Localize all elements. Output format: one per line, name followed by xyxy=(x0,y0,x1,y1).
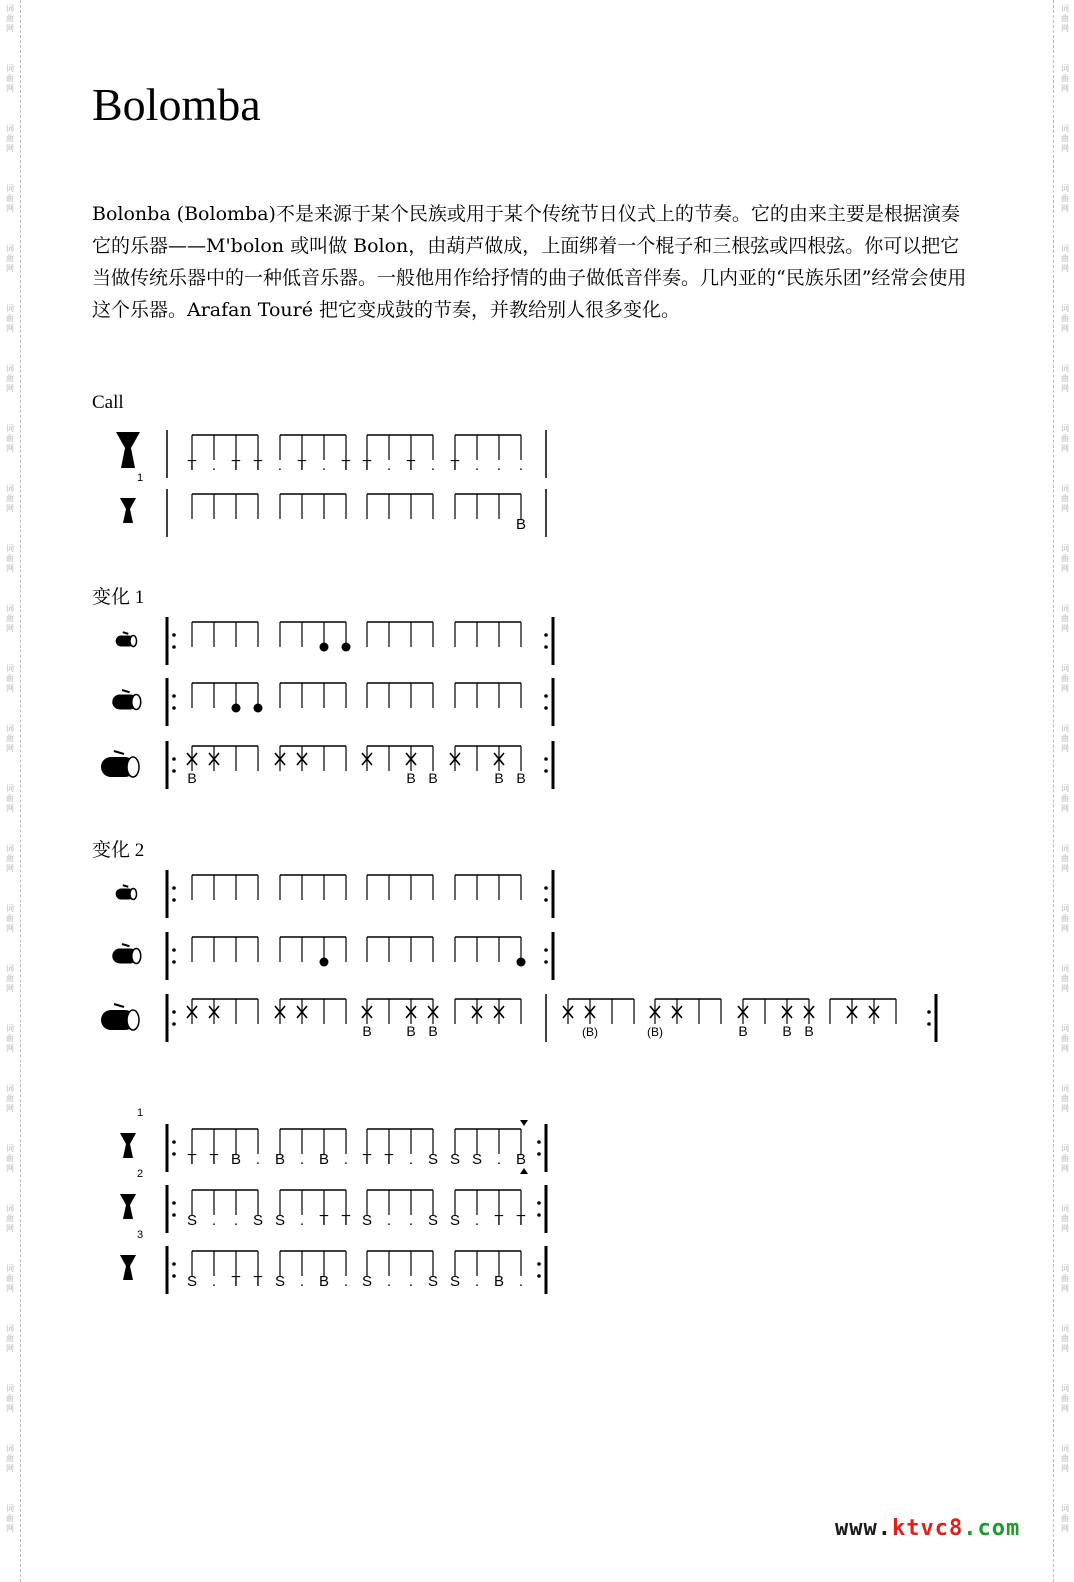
bell-label: B xyxy=(516,770,526,786)
repeat-dot xyxy=(544,960,548,964)
stroke-label: . xyxy=(474,1212,480,1229)
stroke-label: . xyxy=(299,1151,305,1168)
stroke-label: . xyxy=(386,1273,392,1290)
stroke-label: . xyxy=(211,457,217,474)
bell-label: B xyxy=(738,1023,748,1039)
drum-head xyxy=(130,889,137,900)
watermark-text: 词 曲 网 xyxy=(6,184,14,213)
stroke-label: T xyxy=(494,1212,504,1229)
accent-mark xyxy=(520,1120,528,1126)
drum-stick xyxy=(122,690,130,692)
part-number: 2 xyxy=(136,1168,144,1180)
drum-stick xyxy=(114,1004,124,1007)
bell-label: B xyxy=(406,1023,416,1039)
watermark-text: 词 曲 网 xyxy=(1061,124,1069,153)
stroke-label: S xyxy=(449,1273,461,1290)
watermark-text: 词 曲 网 xyxy=(1061,544,1069,573)
stroke-label: B xyxy=(318,1151,330,1168)
stroke-label: . xyxy=(211,1212,217,1229)
repeat-dot xyxy=(544,757,548,761)
watermark-text: 词 曲 网 xyxy=(6,904,14,933)
repeat-dot xyxy=(172,694,176,698)
stroke-label: B xyxy=(230,1151,242,1168)
part-number: 3 xyxy=(136,1229,144,1241)
repeat-dot xyxy=(172,1022,176,1026)
repeat-dot xyxy=(544,898,548,902)
repeat-dot xyxy=(544,769,548,773)
watermark-text: 词 曲 网 xyxy=(1061,1444,1069,1473)
stroke-label: . xyxy=(211,1273,217,1290)
repeat-dot xyxy=(172,1262,176,1266)
watermark-text: 词 曲 网 xyxy=(1061,1324,1069,1353)
repeat-dot xyxy=(172,769,176,773)
sangban-icon xyxy=(112,944,141,964)
repeat-dot xyxy=(172,1140,176,1144)
watermark-text: 词 曲 网 xyxy=(1061,844,1069,873)
djembe-shape xyxy=(120,1133,136,1158)
stroke-label: . xyxy=(518,457,524,474)
watermark-text: 词 曲 网 xyxy=(6,1084,14,1113)
bell-label: B xyxy=(428,1023,438,1039)
repeat-dot xyxy=(544,633,548,637)
part-number: 1 xyxy=(136,1107,144,1119)
stroke-label: T xyxy=(253,1273,263,1290)
kenkeni-icon xyxy=(116,632,137,646)
watermark-text: 词 曲 网 xyxy=(6,364,14,393)
stroke-label: T xyxy=(516,1212,526,1229)
bell-label: B xyxy=(428,770,438,786)
watermark-text: 词 曲 网 xyxy=(6,1384,14,1413)
repeat-dot xyxy=(544,706,548,710)
repeat-dot xyxy=(537,1201,541,1205)
stroke-label: T xyxy=(297,457,307,474)
stroke-label: S xyxy=(252,1212,264,1229)
watermark-text: 词 曲 网 xyxy=(1061,724,1069,753)
stroke-label: . xyxy=(408,1151,414,1168)
stroke-label: . xyxy=(299,1212,305,1229)
watermark-text: 词 曲 网 xyxy=(1061,364,1069,393)
repeat-dot xyxy=(172,757,176,761)
watermark-text: 词 曲 网 xyxy=(1061,1024,1069,1053)
watermark-text: 词 曲 网 xyxy=(1061,964,1069,993)
bell-label: (B) xyxy=(647,1025,663,1039)
watermark-text: 词 曲 网 xyxy=(6,1324,14,1353)
site-url-brand: ktvc8 xyxy=(891,1516,964,1541)
section-variation-1-label: 变化 1 xyxy=(92,587,145,608)
repeat-dot xyxy=(172,1010,176,1014)
repeat-dot xyxy=(172,1274,176,1278)
stroke-label: . xyxy=(343,1273,349,1290)
watermark-text: 词 曲 网 xyxy=(6,124,14,153)
djembe-icon xyxy=(116,432,140,468)
stroke-label: S xyxy=(274,1273,286,1290)
djembe-small-icon xyxy=(120,1194,136,1219)
watermark-text: 词 曲 网 xyxy=(6,784,14,813)
watermark-text: 词 曲 网 xyxy=(1061,664,1069,693)
repeat-dot xyxy=(544,948,548,952)
repeat-dot xyxy=(172,960,176,964)
drum-head xyxy=(130,636,137,647)
stroke-label: B xyxy=(318,1273,330,1290)
stroke-label: T xyxy=(341,457,351,474)
stroke-label: S xyxy=(449,1151,461,1168)
watermark-text: 词 曲 网 xyxy=(6,844,14,873)
stroke-label: . xyxy=(255,1151,261,1168)
djembe-shape xyxy=(120,1194,136,1219)
watermark-text: 词 曲 网 xyxy=(1061,244,1069,273)
stroke-label: B xyxy=(515,516,527,533)
stroke-label: S xyxy=(361,1273,373,1290)
sangban-icon xyxy=(112,690,141,710)
stroke-label: . xyxy=(321,457,327,474)
watermark-text: 词 曲 网 xyxy=(6,1144,14,1173)
bell-label: B xyxy=(804,1023,814,1039)
stroke-label: T xyxy=(319,1212,329,1229)
repeat-dot xyxy=(172,898,176,902)
bell-label: B xyxy=(782,1023,792,1039)
stroke-label: . xyxy=(386,1212,392,1229)
bell-label: B xyxy=(406,770,416,786)
watermark-text: 词 曲 网 xyxy=(1061,64,1069,93)
stroke-label: . xyxy=(386,457,392,474)
watermark-text: 词 曲 网 xyxy=(1061,424,1069,453)
repeat-dot xyxy=(172,1213,176,1217)
watermark-text: 词 曲 网 xyxy=(1061,1084,1069,1113)
stroke-label: T xyxy=(253,457,263,474)
note-dot xyxy=(232,704,241,713)
watermark-text: 词 曲 网 xyxy=(1061,1204,1069,1233)
drum-head xyxy=(132,949,141,964)
repeat-dot xyxy=(544,694,548,698)
djembe-shape xyxy=(120,1255,136,1280)
note-dot xyxy=(320,643,329,652)
stroke-label: . xyxy=(408,1273,414,1290)
watermark-text: 词 曲 网 xyxy=(6,484,14,513)
djembe-small-icon xyxy=(120,498,136,523)
drum-head xyxy=(127,757,139,777)
repeat-dot xyxy=(927,1010,931,1014)
watermark-text: 词 曲 网 xyxy=(6,1504,14,1533)
stroke-label: . xyxy=(408,1212,414,1229)
stroke-label: S xyxy=(274,1212,286,1229)
page-title: Bolomba xyxy=(92,79,261,130)
watermark-text: 词 曲 网 xyxy=(6,4,14,33)
stroke-label: . xyxy=(474,457,480,474)
djembe-shape xyxy=(116,432,140,468)
stroke-label: . xyxy=(496,1151,502,1168)
repeat-dot xyxy=(172,706,176,710)
stroke-label: S xyxy=(471,1151,483,1168)
drum-head xyxy=(127,1010,139,1030)
repeat-dot xyxy=(544,645,548,649)
stroke-label: S xyxy=(186,1273,198,1290)
stroke-label: S xyxy=(186,1212,198,1229)
stroke-label: S xyxy=(427,1212,439,1229)
watermark-text: 词 曲 网 xyxy=(1061,184,1069,213)
part-number: 1 xyxy=(136,472,144,484)
repeat-dot xyxy=(537,1274,541,1278)
drum-stick xyxy=(114,751,124,754)
stroke-label: T xyxy=(231,457,241,474)
stroke-label: S xyxy=(427,1273,439,1290)
bell-label: B xyxy=(494,770,504,786)
site-url-www: www. xyxy=(835,1516,892,1541)
repeat-dot xyxy=(172,886,176,890)
stroke-label: . xyxy=(474,1273,480,1290)
repeat-dot xyxy=(537,1262,541,1266)
repeat-dot xyxy=(537,1152,541,1156)
intro-paragraph: Bolonba (Bolomba)不是来源于某个民族或用于某个传统节日仪式上的节奏。它的由来主要是根据演奏它的乐器——M'bolon 或叫做 Bolon，由葫芦做成，上面绑着一个棍子和三根弦或四根弦。你可以把它当做传统乐器中的一种低音乐器。一般他用作给抒情的曲子做低音伴奏。几内亚的“民族乐团”经常会使用这个乐器。Arafan Touré 把它变成鼓的节奏，并教给别人很多变化。 xyxy=(92,203,967,321)
watermark-text: 词 曲 网 xyxy=(1061,604,1069,633)
repeat-dot xyxy=(537,1213,541,1217)
djembe-shape xyxy=(120,498,136,523)
stroke-label: . xyxy=(343,1151,349,1168)
watermark-text: 词 曲 网 xyxy=(6,604,14,633)
stroke-label: . xyxy=(518,1273,524,1290)
stroke-label: T xyxy=(362,1151,372,1168)
watermark-text: 词 曲 网 xyxy=(6,1204,14,1233)
watermark-text: 词 曲 网 xyxy=(6,1264,14,1293)
stroke-label: T xyxy=(231,1273,241,1290)
repeat-dot xyxy=(172,1152,176,1156)
repeat-dot xyxy=(927,1022,931,1026)
watermark-text: 词 曲 网 xyxy=(6,664,14,693)
stroke-label: . xyxy=(299,1273,305,1290)
drum-head xyxy=(132,695,141,710)
section-call-label: Call xyxy=(92,392,124,413)
watermark-text: 词 曲 网 xyxy=(1061,1384,1069,1413)
watermark-text: 词 曲 网 xyxy=(6,244,14,273)
stroke-label: T xyxy=(450,457,460,474)
watermark-text: 词 曲 网 xyxy=(6,724,14,753)
bell-label: B xyxy=(187,770,197,786)
stroke-label: T xyxy=(362,457,372,474)
site-url[interactable] xyxy=(835,1516,1020,1541)
stroke-label: B xyxy=(515,1151,527,1168)
watermark-text: 词 曲 网 xyxy=(1061,484,1069,513)
drum-stick xyxy=(123,885,129,887)
watermark-text: 词 曲 网 xyxy=(6,1444,14,1473)
watermark-text: 词 曲 网 xyxy=(6,304,14,333)
watermark-text: 词 曲 网 xyxy=(1061,304,1069,333)
stroke-label: . xyxy=(277,457,283,474)
section-variation-2-label: 变化 2 xyxy=(92,840,145,861)
watermark-text: 词 曲 网 xyxy=(1061,1264,1069,1293)
note-dot xyxy=(320,958,329,967)
djembe-small-icon xyxy=(120,1255,136,1280)
drum-stick xyxy=(122,944,130,946)
stroke-label: S xyxy=(427,1151,439,1168)
stroke-label: T xyxy=(384,1151,394,1168)
stroke-label: T xyxy=(209,1151,219,1168)
note-dot xyxy=(342,643,351,652)
stroke-label: T xyxy=(341,1212,351,1229)
stroke-label: B xyxy=(493,1273,505,1290)
watermark-text: 词 曲 网 xyxy=(6,964,14,993)
watermark-text: 词 曲 网 xyxy=(6,544,14,573)
watermark-text: 词 曲 网 xyxy=(1061,1144,1069,1173)
stroke-label: B xyxy=(274,1151,286,1168)
stroke-label: S xyxy=(361,1212,373,1229)
djembe-small-icon xyxy=(120,1133,136,1158)
dundunba-icon xyxy=(101,1004,139,1030)
watermark-text: 词 曲 网 xyxy=(1061,1504,1069,1533)
watermark-text: 词 曲 网 xyxy=(6,424,14,453)
repeat-dot xyxy=(537,1140,541,1144)
dundunba-icon xyxy=(101,751,139,777)
bell-label: B xyxy=(362,1023,372,1039)
stroke-label: T xyxy=(187,1151,197,1168)
kenkeni-icon xyxy=(116,885,137,899)
repeat-dot xyxy=(172,645,176,649)
stroke-label: . xyxy=(233,1212,239,1229)
repeat-dot xyxy=(172,633,176,637)
note-dot xyxy=(254,704,263,713)
watermark-text: 词 曲 网 xyxy=(1061,784,1069,813)
watermark-text: 词 曲 网 xyxy=(1061,904,1069,933)
note-dot xyxy=(517,958,526,967)
watermark-text: 词 曲 网 xyxy=(6,64,14,93)
stroke-label: T xyxy=(406,457,416,474)
stroke-label: T xyxy=(187,457,197,474)
stroke-label: . xyxy=(430,457,436,474)
stroke-label: . xyxy=(496,457,502,474)
accent-mark xyxy=(520,1168,528,1174)
watermark-text: 词 曲 网 xyxy=(6,1024,14,1053)
watermark-text: 词 曲 网 xyxy=(1061,4,1069,33)
repeat-dot xyxy=(544,886,548,890)
repeat-dot xyxy=(172,948,176,952)
bell-label: (B) xyxy=(582,1025,598,1039)
drum-stick xyxy=(123,632,129,634)
stroke-label: S xyxy=(449,1212,461,1229)
site-url-suffix: .com xyxy=(963,1516,1021,1541)
repeat-dot xyxy=(172,1201,176,1205)
